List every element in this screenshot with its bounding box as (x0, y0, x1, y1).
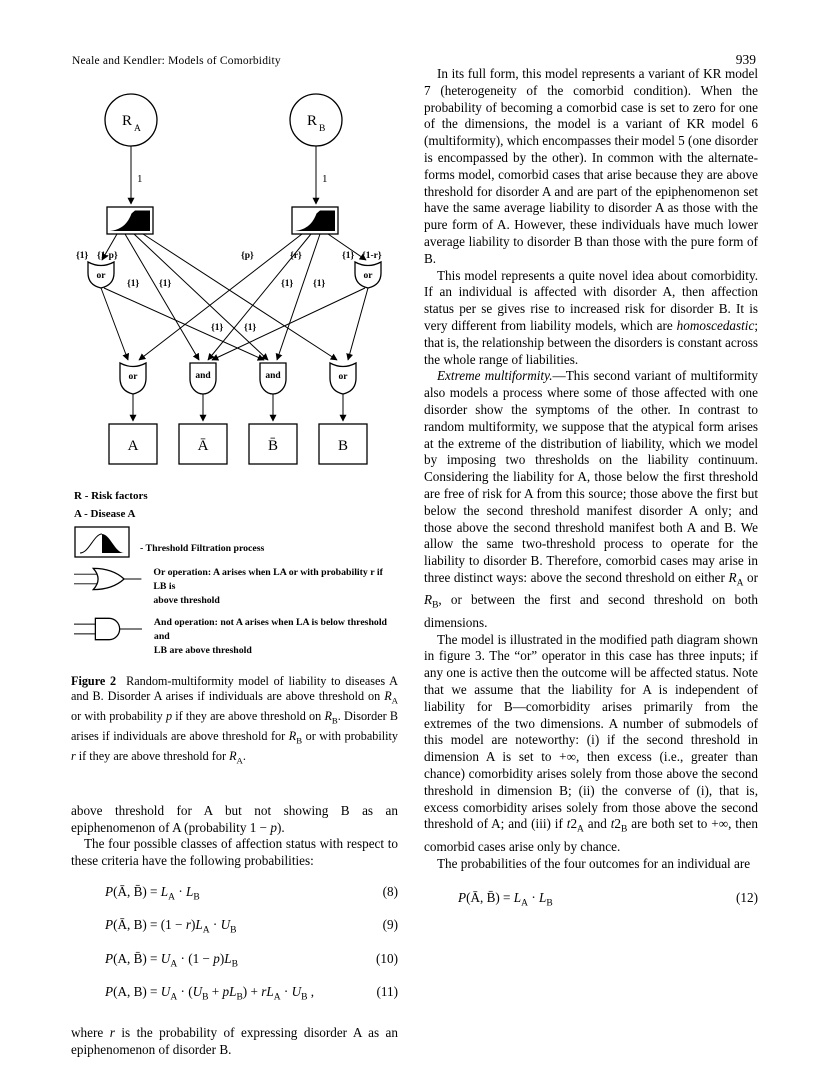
gate-label: or (96, 271, 106, 281)
legend-and-label (154, 616, 398, 658)
edge-label: {r} (290, 251, 302, 261)
page-number: 939 (735, 52, 756, 67)
figure-caption-text: Random-multiformity model of liability to diseases A and B. Disorder A arises if individuals are above threshold on $R_A$ or with probability p if they are above threshold on $R_B$. Disorder B arises if individuals are above threshold for $R_B$ or with probability r if they are above threshold for $R_A$. (71, 674, 399, 766)
right-column (424, 66, 758, 924)
edge-line (348, 288, 368, 360)
paragraph: This model represents a quite novel idea about comorbidity. If an individual is affected with disorder A, then affection status per se gives rise to increased risk for disorder B. It is very different from liability models, which are homoscedastic; that is, the relationship between the disorders is constant across the whole range of liabilities. (424, 267, 759, 367)
equation-row (71, 884, 398, 906)
equation-number: (8) (382, 883, 398, 899)
threshold-filtration-icon (74, 526, 130, 558)
equation-number: (12) (736, 890, 758, 906)
left-column-body (71, 803, 398, 1059)
legend-or-line2: above threshold (153, 595, 220, 606)
equation-number: (10) (376, 950, 398, 966)
equation-9: P(Ā, $B) = (1 - r)L_A \cdot U_B$ (105, 917, 237, 937)
paragraph: above threshold for A but not showing B as an epiphenomenon of A (probability 1 − p). (71, 802, 398, 835)
legend-and-line2: LB are above threshold (153, 645, 252, 656)
equation-block (71, 884, 398, 1007)
outcome-label: B (337, 438, 349, 454)
edge-label: {1} (159, 279, 172, 289)
or-gate-icon (74, 566, 143, 592)
paragraph: The four possible classes of affection status with respect to these criteria have the following probabilities: (71, 836, 398, 869)
paragraph: where r is the probability of expressing disorder A as an epiphenomenon of disorder B. (71, 1024, 398, 1057)
legend-disease: A - Disease A (74, 508, 136, 520)
risk-a-label: R (122, 113, 133, 129)
risk-b-subscript: B (319, 124, 326, 134)
edge-label: {1-r} (362, 251, 382, 261)
outcome-label: Ā (197, 438, 209, 454)
paragraph: The probabilities of the four outcomes for an individual are (437, 855, 751, 871)
gate-label: or (338, 372, 348, 382)
figure-legend (74, 490, 398, 658)
equation-row (71, 984, 398, 1006)
edge-label: {1} (244, 323, 257, 333)
threshold-glyph-right (295, 211, 335, 232)
gate-label: or (363, 271, 373, 281)
path-diagram (71, 78, 401, 470)
risk-a-subscript: A (134, 124, 141, 134)
edge-label: {1} (211, 323, 224, 333)
equation-row (71, 951, 398, 973)
edge-line (125, 234, 199, 360)
gate-label: and (195, 371, 211, 381)
legend-risk: R - Risk factors (74, 490, 148, 502)
legend-threshold-row (74, 526, 398, 558)
threshold-glyph-left (110, 211, 150, 232)
equation-row (71, 917, 398, 939)
paragraph: The model is illustrated in the modified path diagram shown in figure 3. The “or” operator in this case has three inputs; if any one is active then the outcome will be affected status. Note that we assume that the liability for A is independent of liability for B—comorbidity arises primarily from the extremes of the two dimensions. A number of submodels of this model are noteworthy: (i) if the second threshold in dimension A is set to +∞, then excess (i.e., greater than chance) comorbidity arises solely from those above the second threshold in dimension B; (ii) the converse of (i), that is, excess comorbidity arises solely from those above the second threshold of A; and (iii) if $t2_A$ and $t2_B$ are both set to +∞, then comorbid cases arise only by chance. (424, 631, 758, 854)
edge-line (104, 288, 264, 360)
equation-12: P(Ā, B̄) = $L_A \cdot L_B$ (458, 890, 553, 910)
risk-b-label: R (307, 113, 318, 129)
edge-label: {1} (313, 279, 326, 289)
equation-number: (9) (382, 917, 398, 933)
edge-line (143, 234, 337, 360)
running-header: Neale and Kendler: Models of Comorbidity (72, 55, 281, 67)
figure-caption-label: Figure 2 (71, 674, 117, 688)
and-gate-icon (74, 616, 144, 642)
legend-threshold-label: - Threshold Filtration process (140, 543, 265, 554)
legend-and-line1: And operation: not A arises when LA is below threshold and (153, 617, 387, 642)
edge-label: {p} (241, 251, 254, 261)
edge-label: {1-p} (97, 251, 118, 261)
equation-row (424, 890, 758, 912)
outcome-label: B̄ (267, 438, 279, 454)
equation-11: P(A, $B) = U_A \cdot (U_B + pL_B) + rL_A \cdot U_B$ , (105, 984, 315, 1003)
legend-or-label (153, 566, 398, 608)
paragraph: Extreme multiformity.—This second variant of multiformity also models a process where some of those affected with one disorder show the symptoms of the other. In contrast to random multiformity, we suppose that the atypical form arises at the extreme of the distribution of liability, which we model by imposing two thresholds on the liability continuum. Considering the liability for A, those below the first threshold are free of risk for A from this source; those above the first but below the second threshold manifest disorder A only; and those above the second threshold manifest both A and B. We allow the same two-threshold process to operate for the liability to disorder B. Therefore, comorbid cases may arise in three distinct ways: above the second threshold on either $R_A$ or $R_B$, or between the first and second threshold on both dimensions. (424, 368, 758, 630)
figure-2 (71, 78, 398, 769)
edge-label: {1} (76, 251, 89, 261)
legend-and-row (74, 616, 398, 658)
legend-or-row (74, 566, 398, 608)
path-coefficient: 1 (137, 173, 143, 185)
path-coefficient: 1 (322, 173, 328, 185)
equation-number: (11) (376, 984, 398, 1000)
equation-8: P(Ā, B̄) = $L_A \cdot L_B$ (105, 883, 200, 903)
gate-label: and (265, 371, 281, 381)
paragraph: In its full form, this model represents a variant of KR model 7 (heterogeneity of the comorbid condition). When the probability of becoming a comorbid case is set to zero for one of the dimensions, the model is a variant of KR model 6 (multiformity), which encompasses their model 5 (one disorder is encompassed by the other). In common with the alternate-forms model, comorbid cases that arise because they are above threshold for disorder A and are part of the epiphenomenon set have the same average liability to disorder A as those with the pure form of A. However, these individuals have much lower average liability to disorder B than those with the pure form of B. (424, 66, 759, 266)
outcome-label: A (127, 438, 139, 454)
edge-label: {1} (127, 279, 140, 289)
edge-line (212, 288, 365, 360)
edge-label: {1} (281, 279, 294, 289)
legend-or-line1: Or operation: A arises when LA or with probability r if LB is (153, 567, 383, 592)
left-column (71, 78, 398, 1058)
gate-label: or (128, 372, 138, 382)
edge-line (101, 288, 128, 360)
edge-line (139, 234, 302, 360)
edge-label: {1} (342, 251, 355, 261)
equation-10: P(A, B̄) = $U_A \cdot (1 - p)L_B$ (105, 950, 238, 970)
figure-caption (71, 674, 398, 769)
